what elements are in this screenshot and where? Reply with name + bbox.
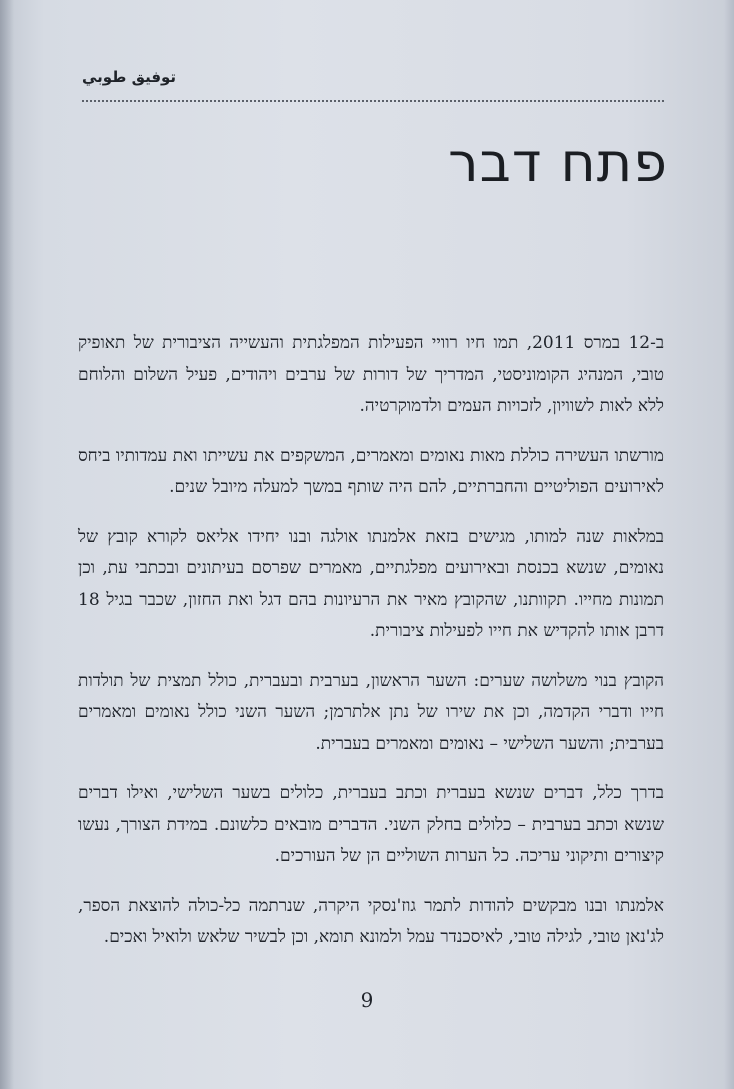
running-header-author: توفيق طوبي	[82, 68, 177, 86]
paragraph-3: במלאות שנה למותו, מגישים בזאת אלמנתו אולגה ובנו יחידו אליאס לקורא קובץ של נאומים, שנשא בכנסת ובאירועים מפלגתיים, מאמרים שפרסם בעיתונים ובכתבי עת, וכן תמונות מחייו. תקוותנו, שהקובץ מאיר את הרעיונות בהם דגל ואת החזון, שכבר בגיל 18 דרבן אותו להקדיש את חייו לפעילות ציבורית.	[78, 526, 664, 641]
body-text	[78, 328, 664, 972]
page-edge-shadow	[724, 0, 734, 1089]
paragraph-4: הקובץ בנוי משלושה שערים: השער הראשון, בערבית ובעברית, כולל תמצית של תולדות חייו ודברי הקדמה, וכן את שירו של נתן אלתרמן; השער השני כולל נאומים ומאמרים בערבית; והשער השלישי – נאומים ומאמרים בעברית.	[78, 670, 664, 754]
paragraph-2: מורשתו העשירה כוללת מאות נאומים ומאמרים, המשקפים את עשייתו ואת עמדותיו ביחס לאירועים הפוליטיים והחברתיים, להם היה שותף במשך למעלה מיובל שנים.	[78, 445, 664, 497]
page-title: פתח דבר	[448, 131, 668, 194]
page-gutter-shadow	[0, 0, 14, 1089]
paragraph-1: ב-12 במרס 2011, תמו חיו רוויי הפעילות המפלגתית והעשייה הציבורית של תאופיק טובי, המנהיג הקומוניסטי, המדריך של דורות של ערבים ויהודים, פעיל השלום והלוחם ללא לאות לשוויון, לזכויות העמים ולדמוקרטיה.	[78, 333, 665, 416]
paragraph-5: בדרך כלל, דברים שנשא בעברית וכתב בעברית, כלולים בשער השלישי, ואילו דברים שנשא וכתב בערבית – כלולים בחלק השני. הדברים מובאים כלשונם. במידת הצורך, נעשו קיצורים ותיקוני עריכה. כל הערות השוליים הן של העורכים.	[78, 783, 664, 866]
page-number: 9	[360, 988, 374, 1012]
running-header	[82, 68, 662, 92]
paragraph-6: אלמנתו ובנו מבקשים להודות לתמר גוז'נסקי היקרה, שנרתמה כל-כולה להוצאת הספר, לג'נאן טובי, לגילה טובי, לאיסכנדר עמל ולמונא תומא, וכן לבשיר שלאש ולואיל ואכים.	[78, 895, 664, 947]
header-dotted-rule	[82, 100, 664, 102]
